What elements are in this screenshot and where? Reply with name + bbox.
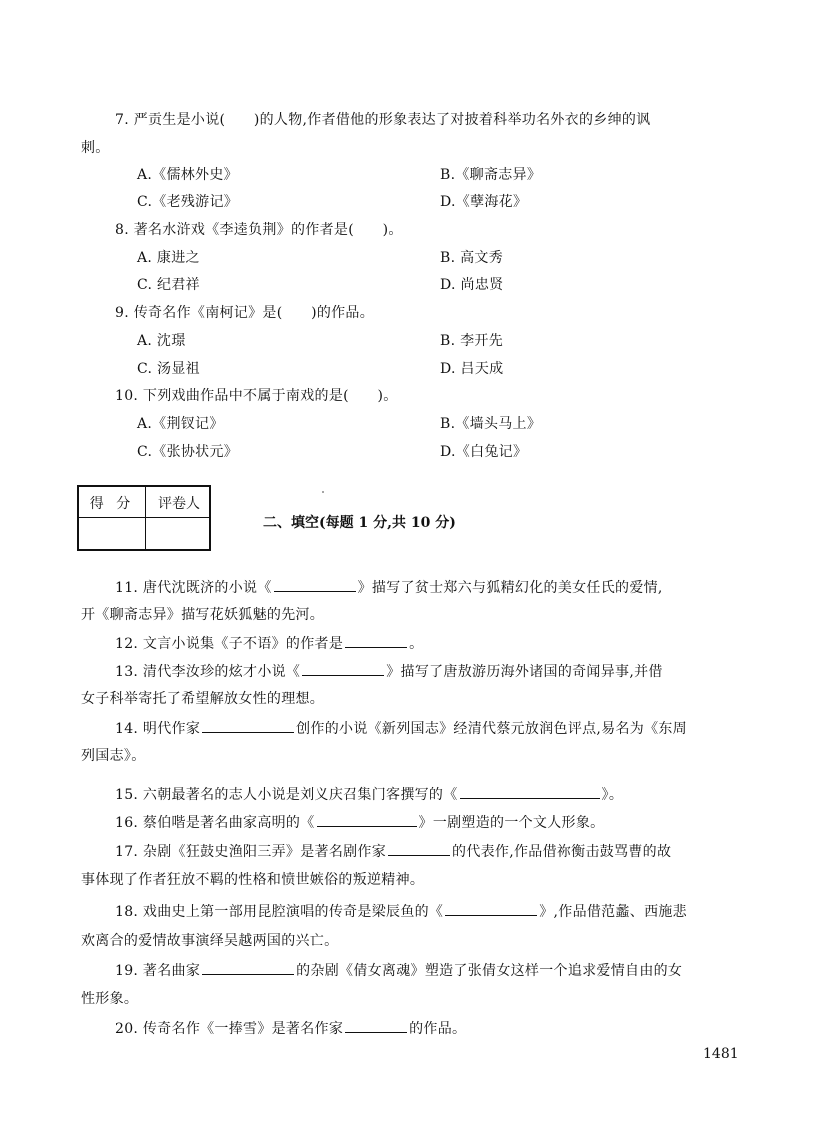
q19-text-b: 的杂剧《倩女离魂》塑造了张倩女这样一个追求爱情自由的女 [296, 963, 683, 979]
q7-option-d: D.《孽海花》 [440, 194, 528, 210]
q20-blank[interactable] [345, 1019, 407, 1033]
q8-option-b: B. 高文秀 [440, 250, 503, 266]
page-number: 1481 [703, 1046, 739, 1062]
q18-text-a: 18. 戏曲史上第一部用昆腔演唱的传奇是梁辰鱼的《 [115, 904, 444, 920]
q15-blank[interactable] [460, 785, 600, 799]
grader-label: 评卷人 [158, 496, 200, 512]
q14-blank[interactable] [202, 719, 294, 733]
q13-blank[interactable] [302, 662, 384, 676]
q16-blank[interactable] [317, 813, 417, 827]
q20-text-a: 20. 传奇名作《一捧雪》是著名作家 [115, 1021, 344, 1037]
q20-text-b: 的作品。 [409, 1021, 467, 1037]
score-box [77, 485, 211, 551]
score-box-rule [79, 517, 209, 518]
q14-text-b: 创作的小说《新列国志》经清代蔡元放润色评点,易名为《东周 [296, 721, 687, 737]
q7-option-b: B.《聊斋志异》 [440, 167, 542, 183]
q17-blank[interactable] [388, 842, 450, 856]
q7-option-a: A.《儒林外史》 [137, 167, 238, 183]
q10-option-c: C.《张协状元》 [137, 444, 239, 460]
speck [322, 491, 324, 493]
q13-text-b: 》描写了唐敖游历海外诸国的奇闻异事,并借 [386, 664, 663, 680]
q8-stem: 8. 著名水浒戏《李逵负荆》的作者是( )。 [115, 222, 403, 238]
q17-text-a: 17. 杂剧《狂鼓史渔阳三弄》是著名剧作家 [115, 844, 387, 860]
q14-stem [115, 719, 687, 738]
q18-stem-cont: 欢离合的爱情故事演绎吴越两国的兴亡。 [81, 933, 339, 949]
q11-stem [115, 578, 663, 597]
q11-stem-cont: 开《聊斋志异》描写花妖狐魅的先河。 [81, 607, 325, 623]
q14-stem-cont: 列国志》。 [81, 748, 146, 764]
q18-stem [115, 902, 687, 921]
q10-stem: 10. 下列戏曲作品中不属于南戏的是( )。 [115, 388, 398, 404]
q9-option-a: A. 沈璟 [137, 333, 186, 349]
q18-blank[interactable] [445, 902, 537, 916]
q20-stem [115, 1019, 466, 1038]
q11-text-a: 11. 唐代沈既济的小说《 [115, 580, 272, 596]
q17-stem-cont: 事体现了作者狂放不羁的性格和愤世嫉俗的叛逆精神。 [81, 872, 425, 888]
q13-text-a: 13. 清代李汝珍的炫才小说《 [115, 664, 301, 680]
q9-option-b: B. 李开先 [440, 333, 503, 349]
q8-option-a: A. 康进之 [137, 250, 200, 266]
q12-text-b: 。 [409, 636, 424, 652]
q8-option-c: C. 纪君祥 [137, 277, 200, 293]
q14-text-a: 14. 明代作家 [115, 721, 201, 737]
q17-text-b: 的代表作,作品借祢衡击鼓骂曹的故 [452, 844, 672, 860]
section-2-title: 二、填空(每题 1 分,共 10 分) [263, 515, 456, 531]
q8-option-d: D. 尚忠贤 [440, 277, 504, 293]
q12-stem [115, 634, 423, 653]
q16-text-a: 16. 蔡伯喈是著名曲家高明的《 [115, 815, 315, 831]
q12-blank[interactable] [345, 634, 407, 648]
q13-stem [115, 662, 663, 681]
q19-stem [115, 961, 682, 980]
q10-option-d: D.《白兔记》 [440, 444, 528, 460]
q18-text-b: 》,作品借范蠡、西施悲 [539, 904, 687, 920]
q11-text-b: 》描写了贫士郑六与狐精幻化的美女任氏的爱情, [357, 580, 663, 596]
q16-stem [115, 813, 604, 832]
q19-blank[interactable] [202, 961, 294, 975]
q15-text-a: 15. 六朝最著名的志人小说是刘义庆召集门客撰写的《 [115, 787, 458, 803]
q19-stem-cont: 性形象。 [81, 991, 139, 1007]
q9-option-c: C. 汤显祖 [137, 361, 200, 377]
q7-option-c: C.《老残游记》 [137, 194, 239, 210]
q10-option-b: B.《墙头马上》 [440, 416, 542, 432]
q7-stem-cont: 刺。 [81, 140, 110, 156]
q17-stem [115, 842, 671, 861]
q9-stem: 9. 传奇名作《南柯记》是( )的作品。 [115, 305, 375, 321]
q16-text-b: 》一剧塑造的一个文人形象。 [418, 815, 605, 831]
q12-text-a: 12. 文言小说集《子不语》的作者是 [115, 636, 344, 652]
q15-text-b: 》。 [601, 787, 624, 803]
q13-stem-cont: 女子科举寄托了希望解放女性的理想。 [81, 691, 325, 707]
q10-option-a: A.《荆钗记》 [137, 416, 224, 432]
q19-text-a: 19. 著名曲家 [115, 963, 201, 979]
q9-option-d: D. 吕天成 [440, 361, 504, 377]
q15-stem [115, 785, 623, 804]
q11-blank[interactable] [274, 578, 356, 592]
score-label: 得 分 [89, 496, 135, 512]
q7-stem: 7. 严贡生是小说( )的人物,作者借他的形象表达了对披着科举功名外衣的乡绅的讽 [115, 112, 651, 128]
